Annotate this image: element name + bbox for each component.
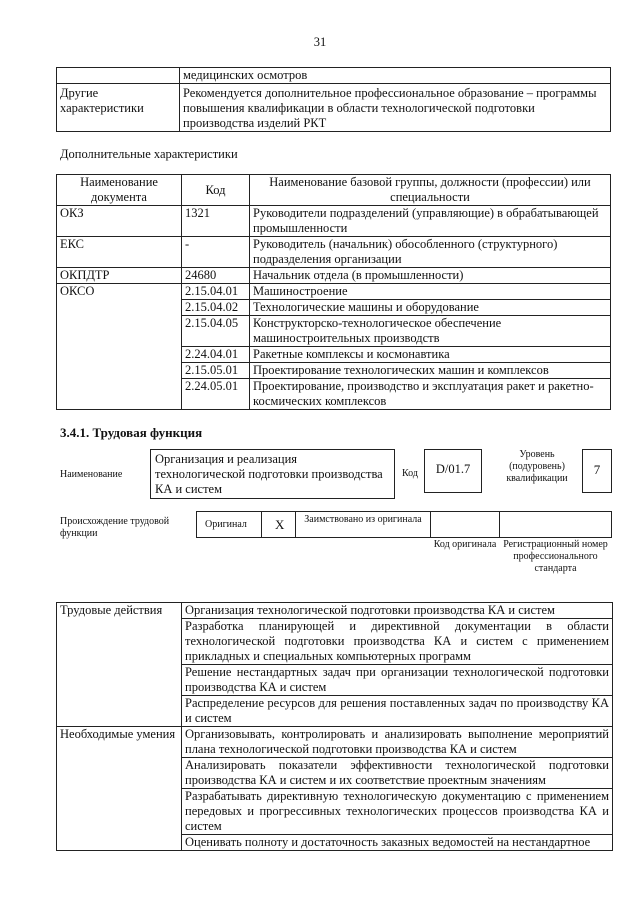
skill-item: Организовывать, контролировать и анализировать выполнение мероприятий плана технологической подготовки производства КА и систем xyxy=(182,727,613,758)
table-row xyxy=(57,727,613,758)
code-cell: 2.15.05.01 xyxy=(182,363,250,379)
code-cell: - xyxy=(182,237,250,268)
header-cell: Наименование базовой группы, должности (профессии) или специальности xyxy=(250,175,611,206)
original-mark-box xyxy=(261,511,296,538)
table-cell: Другие характеристики xyxy=(57,84,180,132)
section-title: 3.4.1. Трудовая функция xyxy=(60,425,203,440)
skill-item: Анализировать показатели эффективности технологической подготовки производства КА и систем и их соответствие проектным значениям xyxy=(182,758,613,789)
name-label: Наименование xyxy=(60,469,123,480)
name-cell: Ракетные комплексы и космонавтика xyxy=(250,347,611,363)
name-cell: Машиностроение xyxy=(250,284,611,300)
action-item: Организация технологической подготовки производства КА и систем xyxy=(182,603,613,619)
reg-number-label: Регистрационный номер профессионального стандарта xyxy=(503,539,608,574)
origin-label: Происхождение трудовой функции xyxy=(60,516,170,539)
code-cell: 2.15.04.01 xyxy=(182,284,250,300)
code-original-box xyxy=(430,511,500,538)
skill-item: Разрабатывать директивную технологическую документацию с применением передовых и прогрессивных технологических процессов производства КА и систем xyxy=(182,789,613,835)
function-name: Организация и реализация технологической подготовки производства КА и систем xyxy=(155,452,383,496)
name-cell: Технологические машины и оборудование xyxy=(250,300,611,316)
action-item: Решение нестандартных задач при организации технологической подготовки производства КА и систем xyxy=(182,665,613,696)
action-item: Распределение ресурсов для решения поставленных задач по производству КА и систем xyxy=(182,696,613,727)
table-cell: Рекомендуется дополнительное профессиональное образование – программы повышения квалификации в области технологической подготовки производства изделий РКТ xyxy=(180,84,611,132)
name-cell: Проектирование технологических машин и комплексов xyxy=(250,363,611,379)
table-row xyxy=(57,68,611,84)
doc-cell: ОКСО xyxy=(57,284,182,410)
table-row xyxy=(57,284,611,300)
level-value: 7 xyxy=(593,462,601,477)
additional-title: Дополнительные характеристики xyxy=(60,147,238,161)
code-original-label: Код оригинала xyxy=(433,539,497,550)
name-cell: Руководители подразделений (управляющие) в обрабатывающей промышленности xyxy=(250,206,611,237)
level-label: Уровень (подуровень) квалификации xyxy=(506,449,568,484)
doc-cell: ОКЗ xyxy=(57,206,182,237)
original-mark: X xyxy=(275,517,285,532)
code-cell: 24680 xyxy=(182,268,250,284)
reg-number-box xyxy=(499,511,612,538)
original-label: Оригинал xyxy=(205,519,247,530)
function-name-box xyxy=(150,449,395,499)
additional-table xyxy=(56,174,611,410)
table-row xyxy=(57,84,611,132)
header-cell: Код xyxy=(182,175,250,206)
actions-label: Трудовые действия xyxy=(57,603,182,727)
name-cell: Руководитель (начальник) обособленного (структурного) подразделения организации xyxy=(250,237,611,268)
table-header-row xyxy=(57,175,611,206)
original-box xyxy=(196,511,262,538)
table-cell: медицинских осмотров xyxy=(180,68,611,84)
code-cell: 2.24.05.01 xyxy=(182,379,250,410)
top-table xyxy=(56,67,611,132)
name-cell: Проектирование, производство и эксплуатация ракет и ракетно-космических комплексов xyxy=(250,379,611,410)
code-value: D/01.7 xyxy=(435,462,471,476)
level-box xyxy=(582,449,612,493)
doc-cell: ЕКС xyxy=(57,237,182,268)
table-row xyxy=(57,603,613,619)
code-cell: 2.15.04.02 xyxy=(182,300,250,316)
code-cell: 1321 xyxy=(182,206,250,237)
code-cell: 2.24.04.01 xyxy=(182,347,250,363)
action-item: Разработка планирующей и директивной документации в области технологической подготовки производства КА и систем с применением прикладных и специальных компьютерных программ xyxy=(182,619,613,665)
code-label: Код xyxy=(402,468,418,479)
code-cell: 2.15.04.05 xyxy=(182,316,250,347)
code-box xyxy=(424,449,482,493)
name-cell: Начальник отдела (в промышленности) xyxy=(250,268,611,284)
table-row xyxy=(57,237,611,268)
table-row xyxy=(57,268,611,284)
table-row xyxy=(57,206,611,237)
borrowed-label: Заимствовано из оригинала xyxy=(304,514,422,525)
table-cell xyxy=(57,68,180,84)
skill-item: Оценивать полноту и достаточность заказных ведомостей на нестандартное xyxy=(182,835,613,851)
skills-label: Необходимые умения xyxy=(57,727,182,851)
page-number: 31 xyxy=(313,35,327,49)
functions-table xyxy=(56,602,613,851)
name-cell: Конструкторско-технологическое обеспечение машиностроительных производств xyxy=(250,316,611,347)
borrowed-box xyxy=(295,511,431,538)
header-cell: Наименование документа xyxy=(57,175,182,206)
doc-cell: ОКПДТР xyxy=(57,268,182,284)
